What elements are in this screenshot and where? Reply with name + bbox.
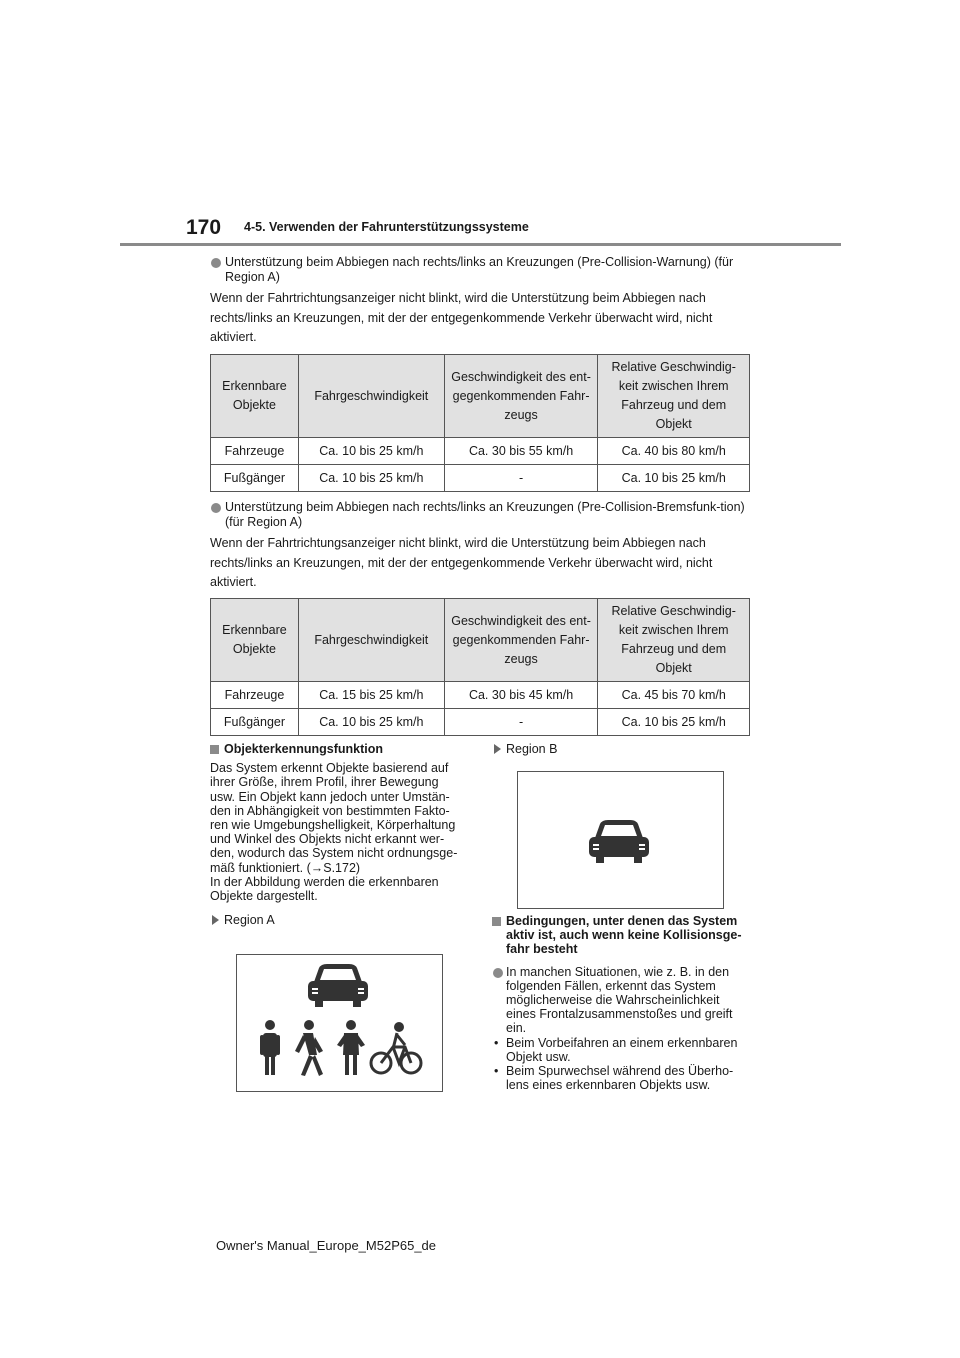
text-line: Objekte dargestellt. [210, 889, 318, 904]
text-line: In der Abbildung werden die erkennbaren [210, 874, 439, 889]
block2-bullet: Unterstützung beim Abbiegen nach rechts/links an Kreuzungen (Pre-Collision-Bremsfunk-tion) (für Region A) [210, 500, 752, 530]
block2-line: rechts/links an Kreuzungen, mit der der entgegenkommende Verkehr überwacht wird, nicht [210, 555, 713, 570]
pedestrian-walking-icon [295, 1020, 323, 1076]
table-cell: Ca. 10 bis 25 km/h [298, 438, 444, 465]
text-line: den, wodurch das System nicht ordnungsge- [210, 846, 458, 861]
block1 [210, 255, 752, 348]
region-b-label: Region B [492, 742, 746, 756]
table-header-cell: Geschwindigkeit des ent- gegenkommenden Fahr- zeugs [444, 599, 598, 682]
pedestrian-standing-icon [260, 1020, 280, 1075]
right-column [492, 742, 746, 756]
block1-line: Wenn der Fahrtrichtungsanzeiger nicht blinkt, wird die Unterstützung beim Abbiegen nach [210, 291, 706, 305]
conditions-section [492, 914, 746, 1092]
table-header-cell: Fahrgeschwindigkeit [298, 599, 444, 682]
region-b-figure [517, 771, 724, 909]
table-cell: Ca. 10 bis 25 km/h [298, 709, 444, 736]
section-title: 4-5. Verwenden der Fahrunterstützungssysteme [244, 220, 529, 234]
text-line: ihrer Größe, ihrem Profil, ihrer Bewegung [210, 775, 439, 790]
table-cell: Fußgänger [211, 709, 299, 736]
table-header-cell: Relative Geschwindig- keit zwischen Ihrem Fahrzeug und dem Objekt [598, 355, 750, 438]
table-row [211, 438, 750, 465]
table-cell: Ca. 30 bis 45 km/h [444, 682, 598, 709]
speed-table-warning [210, 354, 750, 492]
table-row [211, 682, 750, 709]
conditions-bullet: In manchen Situationen, wie z. B. in den folgenden Fällen, erkennt das System möglicherweise die Wahrscheinlichkeit eines Frontalzusammenstoßes und greift ein. [492, 965, 746, 1036]
table-cell: Fahrzeuge [211, 682, 299, 709]
table-header-row [211, 355, 750, 438]
block2-line: aktiviert. [210, 575, 257, 589]
car-icon [589, 820, 649, 863]
block1-line: rechts/links an Kreuzungen, mit der der entgegenkommende Verkehr überwacht wird, nicht [210, 310, 713, 325]
block1-line: aktiviert. [210, 330, 257, 344]
header-divider [120, 243, 841, 246]
table-header-cell: Erkennbare Objekte [211, 355, 299, 438]
region-a-figure [236, 954, 443, 1092]
speed-table-braking [210, 598, 750, 736]
text-line: und Winkel des Objekts nicht erkannt wer- [210, 832, 445, 847]
table-cell: - [444, 465, 598, 492]
table-header-cell: Geschwindigkeit des ent- gegenkommenden Fahr- zeugs [444, 355, 598, 438]
table-cell: Ca. 15 bis 25 km/h [298, 682, 444, 709]
footer-doc-id: Owner's Manual_Europe_M52P65_de [216, 1238, 437, 1253]
car-icon [308, 964, 368, 1007]
table-header-cell: Fahrgeschwindigkeit [298, 355, 444, 438]
table-header-row [211, 599, 750, 682]
text-line: Das System erkennt Objekte basierend auf [210, 761, 449, 776]
text-line: usw. Ein Objekt kann jedoch unter Umstän- [210, 789, 450, 804]
bicycle-icon [371, 1022, 421, 1073]
page-number: 170 [186, 216, 222, 239]
table-row [211, 465, 750, 492]
table-cell: Fußgänger [211, 465, 299, 492]
block1-bullet: Unterstützung beim Abbiegen nach rechts/links an Kreuzungen (Pre-Collision-Warnung) (für Region A) [210, 255, 752, 285]
region-a-label: Region A [210, 913, 464, 927]
table-row [211, 709, 750, 736]
table-cell: - [444, 709, 598, 736]
conditions-heading: Bedingungen, unter denen das System aktiv ist, auch wenn keine Kollisionsge- fahr besteht [492, 914, 746, 957]
table-cell: Ca. 10 bis 25 km/h [598, 709, 750, 736]
table-cell: Ca. 10 bis 25 km/h [298, 465, 444, 492]
left-column [210, 742, 464, 927]
table-cell: Ca. 10 bis 25 km/h [598, 465, 750, 492]
object-recognition-heading: Objekterkennungsfunktion [210, 742, 464, 756]
condition-item: • Beim Vorbeifahren an einem erkennbaren Objekt usw. [492, 1036, 746, 1064]
text-line: ren wie Umgebungshelligkeit, Körperhaltung [210, 818, 456, 833]
table-header-cell: Relative Geschwindig- keit zwischen Ihrem Fahrzeug und dem Objekt [598, 599, 750, 682]
block2-line: Wenn der Fahrtrichtungsanzeiger nicht blinkt, wird die Unterstützung beim Abbiegen nach [210, 536, 706, 550]
table-cell: Fahrzeuge [211, 438, 299, 465]
table-cell: Ca. 40 bis 80 km/h [598, 438, 750, 465]
table-cell: Ca. 45 bis 70 km/h [598, 682, 750, 709]
table-header-cell: Erkennbare Objekte [211, 599, 299, 682]
text-line: mäß funktioniert. (→S.172) [210, 860, 361, 875]
pedestrian-child-icon [337, 1020, 365, 1075]
table-cell: Ca. 30 bis 55 km/h [444, 438, 598, 465]
block2 [210, 500, 752, 593]
condition-item: • Beim Spurwechsel während des Überho- lens eines erkennbaren Objekts usw. [492, 1064, 746, 1092]
text-line: den in Abhängigkeit von bestimmten Fakto- [210, 803, 450, 818]
object-recognition-text [210, 761, 464, 903]
